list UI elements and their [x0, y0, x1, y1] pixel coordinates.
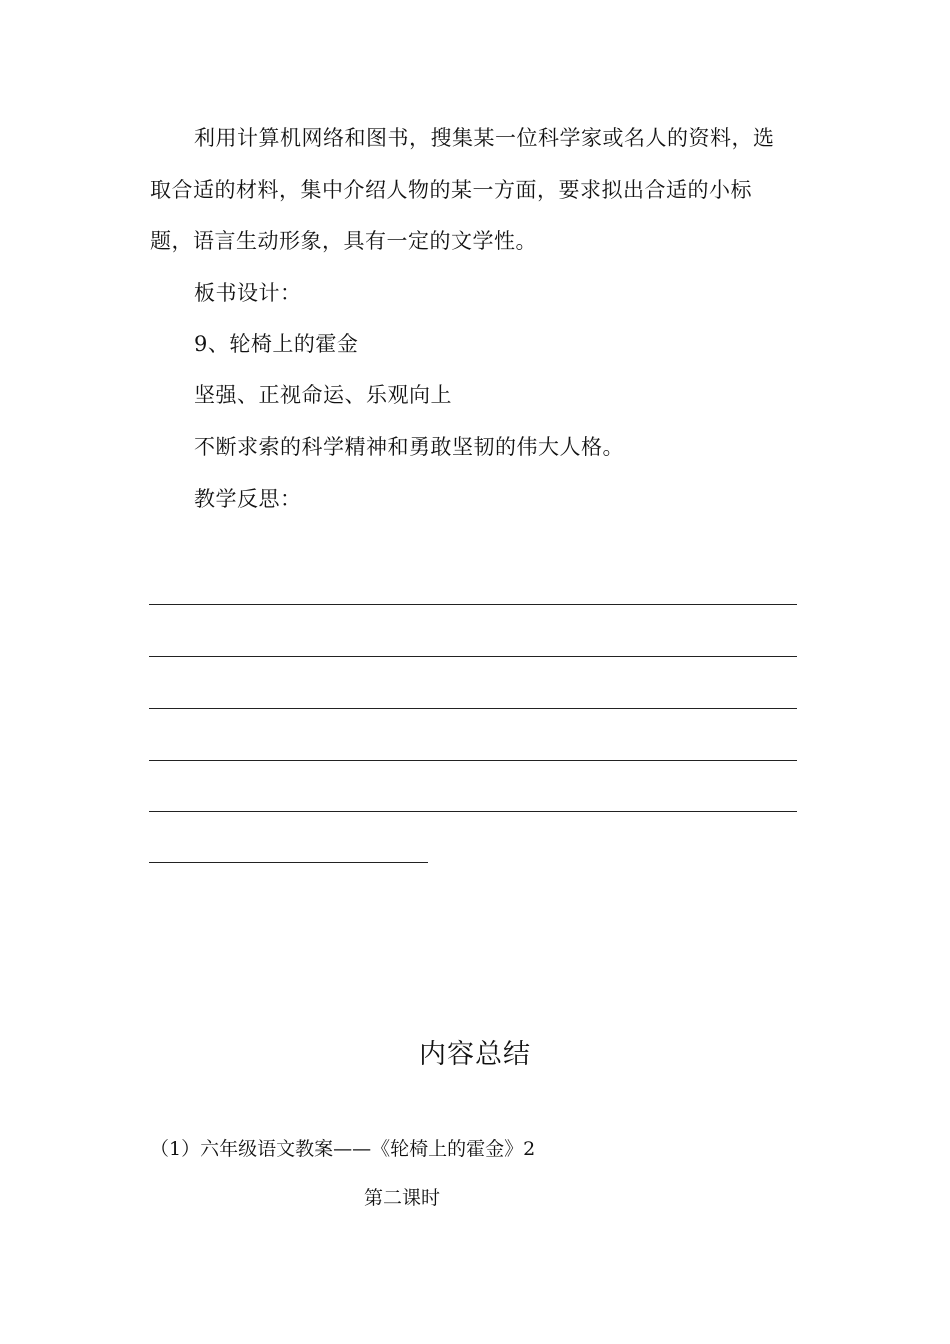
paragraph-line-3: 题，语言生动形象，具有一定的文学性。 [150, 229, 537, 253]
board-design-line-2: 不断求索的科学精神和勇敢坚韧的伟大人格。 [194, 435, 624, 459]
blank-line-3 [149, 708, 797, 709]
blank-line-4 [149, 760, 797, 761]
paragraph-line-2: 取合适的材料，集中介绍人物的某一方面，要求拟出合适的小标 [150, 178, 752, 202]
board-design-label: 板书设计： [194, 281, 302, 305]
blank-line-6 [149, 862, 428, 863]
reflection-label: 教学反思： [194, 487, 302, 511]
board-design-line-1: 坚强、正视命运、乐观向上 [194, 383, 452, 407]
blank-line-1 [149, 604, 797, 605]
summary-subtitle: 第二课时 [364, 1187, 441, 1209]
summary-item-1: （1）六年级语文教案——《轮椅上的霍金》2 [150, 1138, 536, 1160]
board-design-title: 9、轮椅上的霍金 [194, 332, 359, 356]
summary-heading: 内容总结 [419, 1039, 531, 1070]
paragraph-line-1: 利用计算机网络和图书，搜集某一位科学家或名人的资料，选 [194, 126, 775, 150]
blank-line-2 [149, 656, 797, 657]
blank-line-5 [149, 811, 797, 812]
